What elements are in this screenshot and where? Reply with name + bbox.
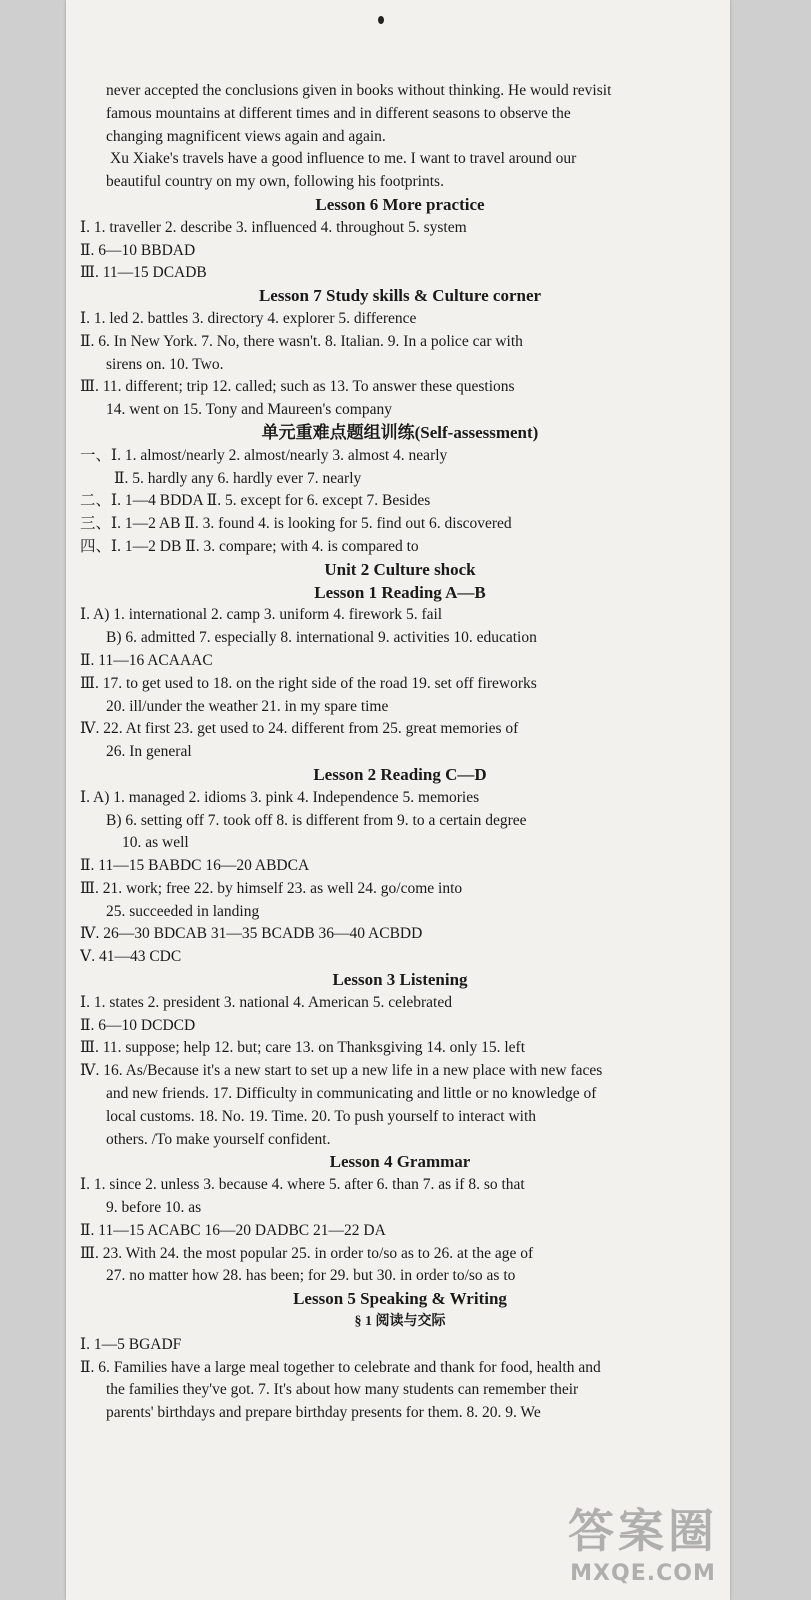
text-line: Ⅰ. 1—5 BGADF bbox=[80, 1335, 182, 1353]
text-line: Ⅱ. 6—10 BBDAD bbox=[80, 241, 196, 259]
section-heading: Lesson 6 More practice bbox=[315, 194, 485, 214]
text-line: 14. went on 15. Tony and Maureen's company bbox=[106, 401, 392, 419]
text-line: Xu Xiake's travels have a good influence to me. I want to travel around our bbox=[110, 150, 577, 168]
text-line: 27. no matter how 28. has been; for 29. but 30. in order to/so as to bbox=[106, 1267, 516, 1285]
section-heading: Lesson 7 Study skills & Culture corner bbox=[258, 286, 542, 306]
page-mark bbox=[378, 16, 384, 24]
text-line: Ⅱ. 6—10 DCDCD bbox=[80, 1016, 196, 1034]
text-line: Ⅱ. 11—16 ACAAAC bbox=[80, 651, 213, 669]
watermark bbox=[568, 1495, 718, 1586]
text-line: Ⅴ. 41—43 CDC bbox=[80, 948, 182, 966]
text-line: Ⅲ. 11. suppose; help 12. but; care 13. on Thanksgiving 14. only 15. left bbox=[80, 1039, 526, 1057]
text-line: Ⅳ. 26—30 BDCAB 31—35 BCADB 36—40 ACBDD bbox=[80, 925, 423, 943]
text-line: Ⅱ. 6. In New York. 7. No, there wasn't. 8. Italian. 9. In a police car with bbox=[80, 332, 523, 350]
section-heading: Lesson 3 Listening bbox=[332, 970, 468, 990]
text-line: sirens on. 10. Two. bbox=[106, 355, 224, 373]
answer-content bbox=[80, 80, 720, 1425]
section-heading: § 1 阅读与交际 bbox=[354, 1314, 446, 1330]
text-line: Ⅱ. 11—15 BABDC 16—20 ABDCA bbox=[80, 857, 310, 875]
text-line: Ⅲ. 11—15 DCADB bbox=[80, 264, 207, 282]
text-line: Ⅲ. 11. different; trip 12. called; such as 13. To answer these questions bbox=[80, 378, 515, 396]
text-line: Ⅰ. 1. led 2. battles 3. directory 4. explorer 5. difference bbox=[80, 309, 417, 327]
text-line: Ⅲ. 21. work; free 22. by himself 23. as well 24. go/come into bbox=[80, 879, 463, 897]
text-line: Ⅰ. A) 1. managed 2. idioms 3. pink 4. Independence 5. memories bbox=[80, 788, 480, 806]
text-line: Ⅰ. 1. states 2. president 3. national 4. American 5. celebrated bbox=[80, 993, 452, 1011]
text-line: B) 6. admitted 7. especially 8. international 9. activities 10. education bbox=[106, 629, 537, 647]
text-line: 26. In general bbox=[106, 743, 192, 761]
text-line: 一、Ⅰ. 1. almost/nearly 2. almost/nearly 3. almost 4. nearly bbox=[80, 446, 448, 464]
text-line: famous mountains at different times and in different seasons to observe the bbox=[106, 104, 571, 122]
section-heading: 单元重难点题组训练(Self-assessment) bbox=[261, 422, 539, 442]
text-line: parents' birthdays and prepare birthday presents for them. 8. 20. 9. We bbox=[106, 1404, 541, 1422]
watermark-url: MXQE.COM bbox=[570, 1561, 716, 1586]
text-line: Ⅰ. 1. traveller 2. describe 3. influenced 4. throughout 5. system bbox=[80, 218, 467, 236]
text-line: Ⅰ. 1. since 2. unless 3. because 4. where 5. after 6. than 7. as if 8. so that bbox=[80, 1176, 525, 1194]
text-line: Ⅲ. 17. to get used to 18. on the right side of the road 19. set off fireworks bbox=[80, 674, 537, 692]
text-line: changing magnificent views again and again. bbox=[106, 127, 386, 145]
text-line: 20. ill/under the weather 21. in my spare time bbox=[106, 697, 389, 715]
text-line: others. /To make yourself confident. bbox=[106, 1130, 331, 1148]
text-line: Ⅰ. A) 1. international 2. camp 3. uniform 4. firework 5. fail bbox=[80, 606, 443, 624]
text-line: beautiful country on my own, following his footprints. bbox=[106, 173, 444, 191]
text-line: 9. before 10. as bbox=[106, 1199, 202, 1217]
text-line: never accepted the conclusions given in books without thinking. He would revisit bbox=[106, 82, 612, 99]
text-line: local customs. 18. No. 19. Time. 20. To push yourself to interact with bbox=[106, 1107, 537, 1125]
text-line: B) 6. setting off 7. took off 8. is different from 9. to a certain degree bbox=[106, 811, 527, 829]
answer-page bbox=[66, 0, 730, 1600]
text-line: 10. as well bbox=[122, 834, 189, 852]
text-line: 四、Ⅰ. 1—2 DB Ⅱ. 3. compare; with 4. is compared to bbox=[80, 537, 419, 555]
text-line: Ⅲ. 23. With 24. the most popular 25. in order to/so as to 26. at the age of bbox=[80, 1244, 534, 1262]
text-line: and new friends. 17. Difficulty in communicating and little or no knowledge of bbox=[106, 1085, 597, 1103]
section-heading: Lesson 1 Reading A—B bbox=[314, 582, 486, 602]
text-line: Ⅱ. 5. hardly any 6. hardly ever 7. nearly bbox=[114, 469, 362, 487]
text-line: the families they've got. 7. It's about how many students can remember their bbox=[106, 1381, 579, 1399]
text-line: Ⅱ. 11—15 ACABC 16—20 DADBC 21—22 DA bbox=[80, 1221, 386, 1239]
watermark-logo: 答案圈 bbox=[568, 1504, 718, 1558]
text-line: 二、Ⅰ. 1—4 BDDA Ⅱ. 5. except for 6. except 7. Besides bbox=[80, 492, 431, 510]
text-line: 三、Ⅰ. 1—2 AB Ⅱ. 3. found 4. is looking for 5. find out 6. discovered bbox=[80, 515, 512, 533]
text-line: 25. succeeded in landing bbox=[106, 902, 260, 920]
section-heading: Lesson 2 Reading C—D bbox=[313, 764, 487, 784]
section-heading: Lesson 5 Speaking & Writing bbox=[293, 1289, 507, 1309]
section-heading: Lesson 4 Grammar bbox=[329, 1152, 471, 1172]
text-line: Ⅳ. 22. At first 23. get used to 24. different from 25. great memories of bbox=[80, 720, 519, 738]
section-heading: Unit 2 Culture shock bbox=[324, 559, 476, 579]
text-line: Ⅱ. 6. Families have a large meal together to celebrate and thank for food, health and bbox=[80, 1358, 601, 1376]
text-line: Ⅳ. 16. As/Because it's a new start to set up a new life in a new place with new faces bbox=[80, 1062, 603, 1080]
